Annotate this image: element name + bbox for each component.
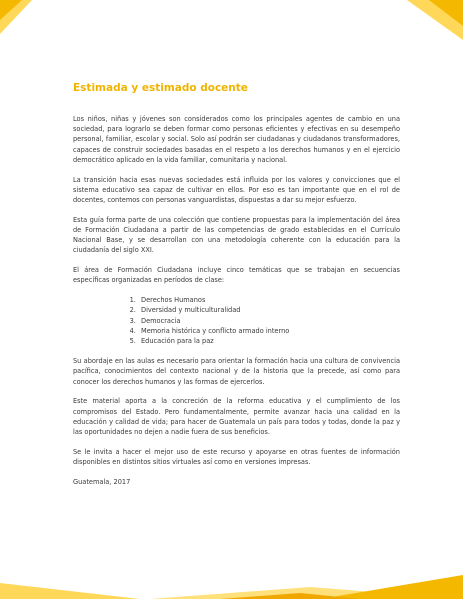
list-item: 3. Democracia <box>138 316 400 326</box>
paragraph: Su abordaje en las aulas es necesario para orientar la formación hacia una cultura de convivencia pacífica, conocimientos del contexto nacional y de la historia que la precede, así como para conocer los derechos humanos y las formas de ejercerlos. <box>73 357 400 386</box>
list-item: 4. Memoria histórica y conflicto armado interno <box>138 326 400 336</box>
bottom-decoration <box>0 569 463 599</box>
place-date: Guatemala, 2017 <box>73 477 131 486</box>
paragraph: El área de Formación Ciudadana incluye cinco temáticas que se trabajan en secuencias específicas organizadas en períodos de clase: <box>73 266 400 285</box>
list-item: 2. Diversidad y multiculturalidad <box>138 305 400 315</box>
paragraph: Esta guía forma parte de una colección que contiene propuestas para la implementación del área de Formación Ciudadana a partir de las competencias de grado establecidas en el Currículo Nacional Base, y se desarrollan con una metodología coherente con la educación para la ciudadanía del siglo XXI. <box>73 215 400 255</box>
topics-list <box>73 295 400 346</box>
paragraph: Se le invita a hacer el mejor uso de este recurso y apoyarse en otras fuentes de información disponibles en distintos sitios virtuales así como en versiones impresas. <box>73 447 400 467</box>
paragraph: Este material aporta a la concreción de la reforma educativa y el cumplimiento de los compromisos del Estado. Pero fundamentalmente, permite avanzar hacia una calidad en la educación y calidad de vida; para hacer de Guatemala un país para todos y todas, donde la paz y las oportunidades no dejen a nadie fuera de sus beneficios. <box>73 397 400 437</box>
letter-body <box>73 114 400 497</box>
corner-decoration-top-left <box>0 0 46 40</box>
paragraph: La transición hacia esas nuevas sociedades está influida por los valores y convicciones que el sistema educativo sea capaz de cultivar en ellos. Por eso es tan importante que en el rol de docentes, contemos con personas vanguardistas, dispuestas a dar su mejor esfuerzo. <box>73 175 400 205</box>
corner-decoration-top-right <box>393 0 463 46</box>
page-title: Estimada y estimado docente <box>73 82 248 94</box>
paragraph: Los niños, niñas y jóvenes son considerados como los principales agentes de cambio en una sociedad, para lograrlo se deben formar como personas eficientes y efectivas en su desempeño personal, familiar, escolar y social. Solo así podrán ser ciudadanas y ciudadanos transformadores, capaces de construir sociedades basadas en el respeto a los derechos humanos y en el ejercicio democrático aplicado en la vida familiar, comunitaria y nacional. <box>73 115 400 164</box>
list-item: 5. Educación para la paz <box>138 336 400 346</box>
list-item: 1. Derechos Humanos <box>138 295 400 305</box>
